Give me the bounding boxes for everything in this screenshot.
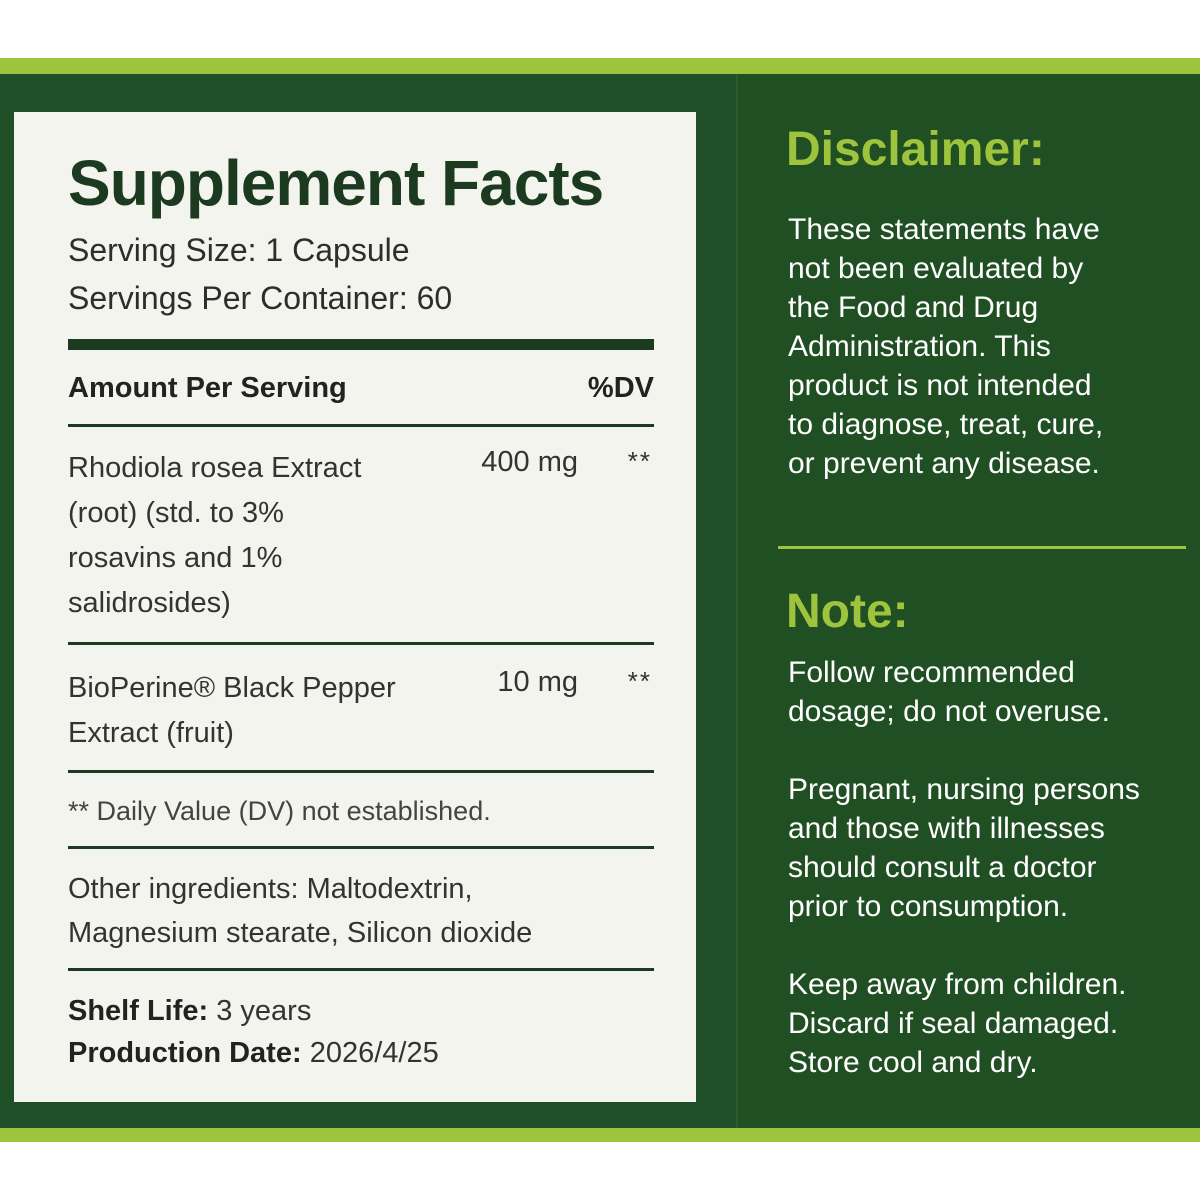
ingredient-amount: 400 mg (481, 446, 578, 478)
note-paragraph (788, 770, 1188, 926)
divider (68, 846, 654, 849)
ingredient-name-line: salidrosides) (68, 587, 231, 619)
disclaimer-line: the Food and Drug (788, 291, 1039, 324)
other-ingredients-line: Magnesium stearate, Silicon dioxide (68, 917, 533, 949)
ingredient-dv: ** (627, 666, 652, 696)
section-divider (778, 546, 1186, 549)
shelf-life-label: Shelf Life: (68, 995, 209, 1027)
note-line: Follow recommended (788, 656, 1075, 689)
divider (68, 642, 654, 645)
divider (68, 968, 654, 971)
dv-header: %DV (587, 372, 654, 404)
ingredient-name-line: rosavins and 1% (68, 542, 283, 574)
amount-per-serving-header: Amount Per Serving (68, 372, 347, 404)
divider (68, 424, 654, 427)
ingredient-name-line: Rhodiola rosea Extract (68, 452, 362, 484)
note-line: Pregnant, nursing persons (788, 773, 1140, 806)
top-accent-stripe (0, 58, 1200, 74)
note-line: should consult a doctor (788, 851, 1097, 884)
ingredient-name-line: BioPerine® Black Pepper (68, 672, 396, 704)
disclaimer-text (788, 210, 1188, 483)
disclaimer-line: to diagnose, treat, cure, (788, 408, 1104, 441)
ingredient-dv: ** (627, 446, 652, 476)
supplement-facts-card (14, 112, 696, 1102)
shelf-life-value: 3 years (216, 995, 312, 1027)
serving-size: Serving Size: 1 Capsule (68, 232, 410, 268)
note-paragraph (788, 653, 1188, 731)
note-line: Discard if seal damaged. (788, 1007, 1119, 1040)
disclaimer-line: These statements have (788, 213, 1100, 246)
note-heading: Note: (786, 585, 909, 638)
note-paragraph (788, 965, 1188, 1082)
production-date-value: 2026/4/25 (309, 1037, 439, 1069)
dv-footnote: ** Daily Value (DV) not established. (68, 796, 491, 826)
note-line: Store cool and dry. (788, 1046, 1038, 1079)
note-line: prior to consumption. (788, 890, 1069, 923)
disclaimer-heading: Disclaimer: (786, 123, 1045, 176)
thick-divider (68, 339, 654, 350)
shelf-info (68, 990, 439, 1074)
ingredient-name (68, 666, 428, 756)
shelf-life-row (68, 990, 439, 1032)
disclaimer-line: not been evaluated by (788, 252, 1084, 285)
disclaimer-line: or prevent any disease. (788, 447, 1100, 480)
ingredient-name-line: Extract (fruit) (68, 717, 234, 749)
disclaimer-line: Administration. This (788, 330, 1051, 363)
note-line: dosage; do not overuse. (788, 695, 1110, 728)
bottom-accent-stripe (0, 1128, 1200, 1142)
panel-divider (736, 74, 738, 1128)
other-ingredients (68, 867, 648, 955)
divider (68, 770, 654, 773)
disclaimer-line: product is not intended (788, 369, 1092, 402)
servings-per-container: Servings Per Container: 60 (68, 280, 453, 316)
other-ingredients-line: Other ingredients: Maltodextrin, (68, 873, 473, 905)
ingredient-name (68, 446, 428, 626)
facts-title: Supplement Facts (68, 147, 604, 219)
production-date-label: Production Date: (68, 1037, 302, 1069)
ingredient-amount: 10 mg (497, 666, 578, 698)
production-date-row (68, 1032, 439, 1074)
note-line: Keep away from children. (788, 968, 1127, 1001)
ingredient-name-line: (root) (std. to 3% (68, 497, 284, 529)
note-line: and those with illnesses (788, 812, 1105, 845)
